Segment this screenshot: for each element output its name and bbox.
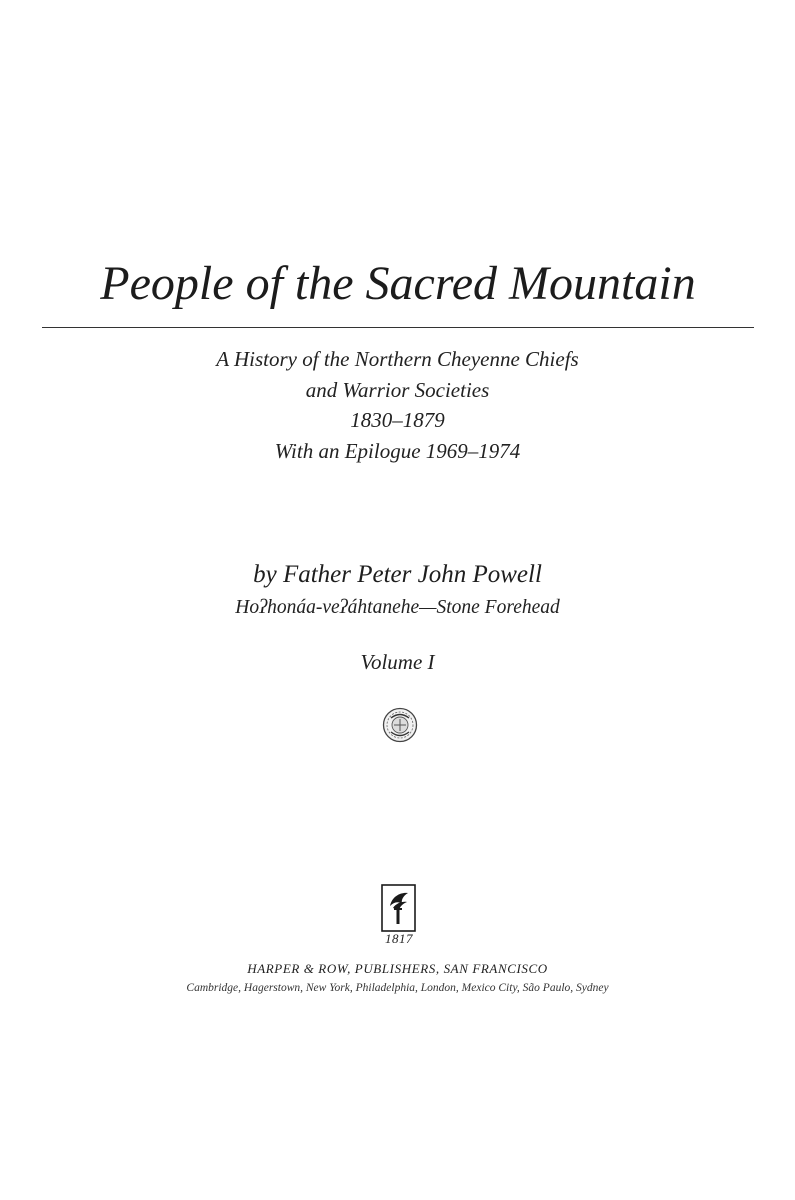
- publisher-torch-icon: [381, 884, 416, 932]
- subtitle-line: and Warrior Societies: [305, 377, 490, 402]
- subtitle-epilogue: With an Epilogue 1969–1974: [274, 438, 521, 463]
- volume-label: Volume I: [360, 650, 435, 674]
- title-rule: [42, 327, 754, 328]
- subtitle: [100, 344, 695, 466]
- book-title: People of the Sacred Mountain: [100, 257, 696, 310]
- subtitle-dates: 1830–1879: [350, 408, 445, 432]
- author-cheyenne-name: Hoʔhonáa-veʔáhtanehe—Stone Forehead: [235, 597, 560, 618]
- subtitle-line: A History of the Northern Cheyenne Chiefs: [216, 347, 579, 371]
- library-stamp-icon: [382, 707, 418, 743]
- author-byline: by Father Peter John Powell: [253, 561, 542, 588]
- publisher-name: HARPER & ROW, PUBLISHERS, SAN FRANCISCO: [247, 961, 548, 976]
- colophon-year: 1817: [385, 931, 413, 946]
- publisher-cities: Cambridge, Hagerstown, New York, Philadelphia, London, Mexico City, São Paulo, Sydney: [186, 982, 609, 994]
